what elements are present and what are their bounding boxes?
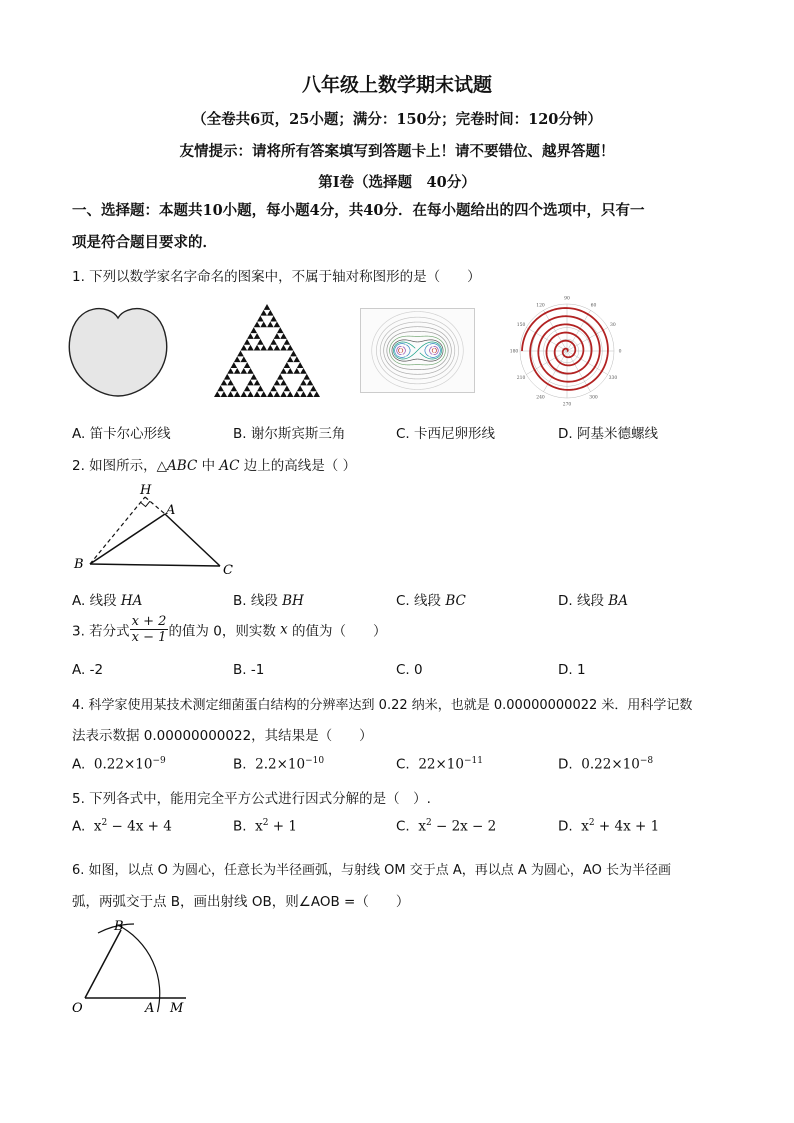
polar-angle-label: 0	[618, 349, 622, 355]
q4-option-b[interactable]: B. $2.2\times 10^{-10}$	[233, 756, 325, 773]
label-b: B	[74, 557, 84, 572]
label-h: H	[140, 483, 152, 498]
polar-angle-label: 180	[509, 349, 519, 355]
label-c: C	[223, 563, 233, 578]
cassini-oval-figure	[360, 308, 475, 393]
q6-construction-figure	[68, 912, 198, 1020]
friendly-tip: 友情提示：请将所有答案填写到答题卡上！请不要错位、越界答题！	[179, 143, 615, 160]
q3-fraction: $\frac{x + 2}{x - 1}$	[131, 614, 167, 645]
q1-option-d[interactable]: D. 阿基米德螺线	[558, 426, 658, 442]
q6-stem-line1: 6. 如图，以点 O 为圆心，任意长为半径画弧，与射线 OM 交于点 A，再以点 A 为圆心，AO 长为半径画	[72, 863, 671, 878]
polar-angle-label: 150	[516, 323, 526, 329]
q1-option-a[interactable]: A. 笛卡尔心形线	[72, 426, 171, 442]
q5-option-b[interactable]: B. $x^2 + 1$	[233, 818, 297, 835]
q3-option-d[interactable]: D. 1	[558, 662, 586, 678]
polar-angle-label: 120	[536, 303, 545, 309]
label-b: B	[114, 919, 124, 934]
polar-angle-label: 90	[564, 296, 570, 302]
polar-angle-label: 330	[608, 376, 618, 382]
polar-angle-label: 30	[610, 323, 616, 329]
q1-option-b[interactable]: B. 谢尔斯宾斯三角	[233, 426, 346, 442]
q5-stem: 5. 下列各式中，能用完全平方公式进行因式分解的是（ ）.	[72, 791, 431, 807]
section-heading-line2: 项是符合题目要求的．	[72, 234, 217, 251]
polar-angle-label: 60	[590, 303, 597, 309]
q4-option-a[interactable]: A. $0.22\times 10^{-9}$	[72, 756, 166, 773]
exam-subtitle: （全卷共6页，25小题；满分：150分；完卷时间：120分钟）	[192, 111, 602, 128]
label-a: A	[145, 1001, 155, 1016]
q2-option-d[interactable]: D. 线段 BA	[558, 593, 628, 609]
q3-option-a[interactable]: A. -2	[72, 662, 104, 678]
q5-option-a[interactable]: A. $x^2 - 4x + 4$	[72, 818, 172, 835]
q4-stem-line2: 法表示数据 0.00000000022，其结果是（ ）	[72, 728, 373, 744]
q2-triangle-figure	[70, 478, 245, 580]
exam-title: 八年级上数学期末试题	[301, 74, 492, 96]
q3-option-c[interactable]: C. 0	[396, 662, 423, 678]
q3-stem: 3. 若分式 $\frac{x + 2}{x - 1}$ 的值为 0，则实数 x 的值为（ ）	[72, 614, 387, 645]
q5-option-d[interactable]: D. $x^2 + 4x + 1$	[558, 818, 660, 835]
q2-option-a[interactable]: A. 线段 HA	[72, 593, 143, 609]
polar-angle-label: 270	[562, 402, 572, 408]
q2-option-c[interactable]: C. 线段 BC	[396, 593, 466, 609]
q4-option-c[interactable]: C. $22\times 10^{-11}$	[396, 756, 483, 773]
sierpinski-figure	[212, 302, 322, 400]
archimedean-spiral-figure	[505, 292, 630, 410]
q4-stem-line1: 4. 科学家使用某技术测定细菌蛋白结构的分辨率达到 0.22 纳米，也就是 0.00000000022 米．用科学记数	[72, 698, 693, 713]
polar-angle-label: 300	[589, 395, 598, 401]
q6-stem-line2: 弧，两弧交于点 B，画出射线 OB，则∠AOB =（ ）	[72, 894, 410, 910]
part-heading: 第Ⅰ卷（选择题 40分）	[318, 174, 476, 191]
label-a: A	[166, 503, 176, 518]
q2-option-b[interactable]: B. 线段 BH	[233, 593, 304, 609]
polar-angle-label: 240	[536, 395, 545, 401]
cardioid-figure	[68, 300, 168, 400]
polar-angle-label: 210	[516, 376, 526, 382]
q1-option-c[interactable]: C. 卡西尼卵形线	[396, 426, 496, 442]
label-m: M	[170, 1001, 184, 1016]
q4-option-d[interactable]: D. $0.22\times 10^{-8}$	[558, 756, 654, 773]
q2-stem: 2. 如图所示，△ABC 中 AC 边上的高线是（ ）	[72, 458, 357, 474]
section-heading-line1: 一、选择题：本题共10小题，每小题4分，共40分．在每小题给出的四个选项中，只有一	[72, 202, 645, 219]
label-o: O	[72, 1001, 83, 1016]
q1-stem: 1. 下列以数学家名字命名的图案中，不属于轴对称图形的是（ ）	[72, 269, 481, 285]
q3-option-b[interactable]: B. -1	[233, 662, 265, 678]
q5-option-c[interactable]: C. $x^2 - 2x - 2$	[396, 818, 497, 835]
